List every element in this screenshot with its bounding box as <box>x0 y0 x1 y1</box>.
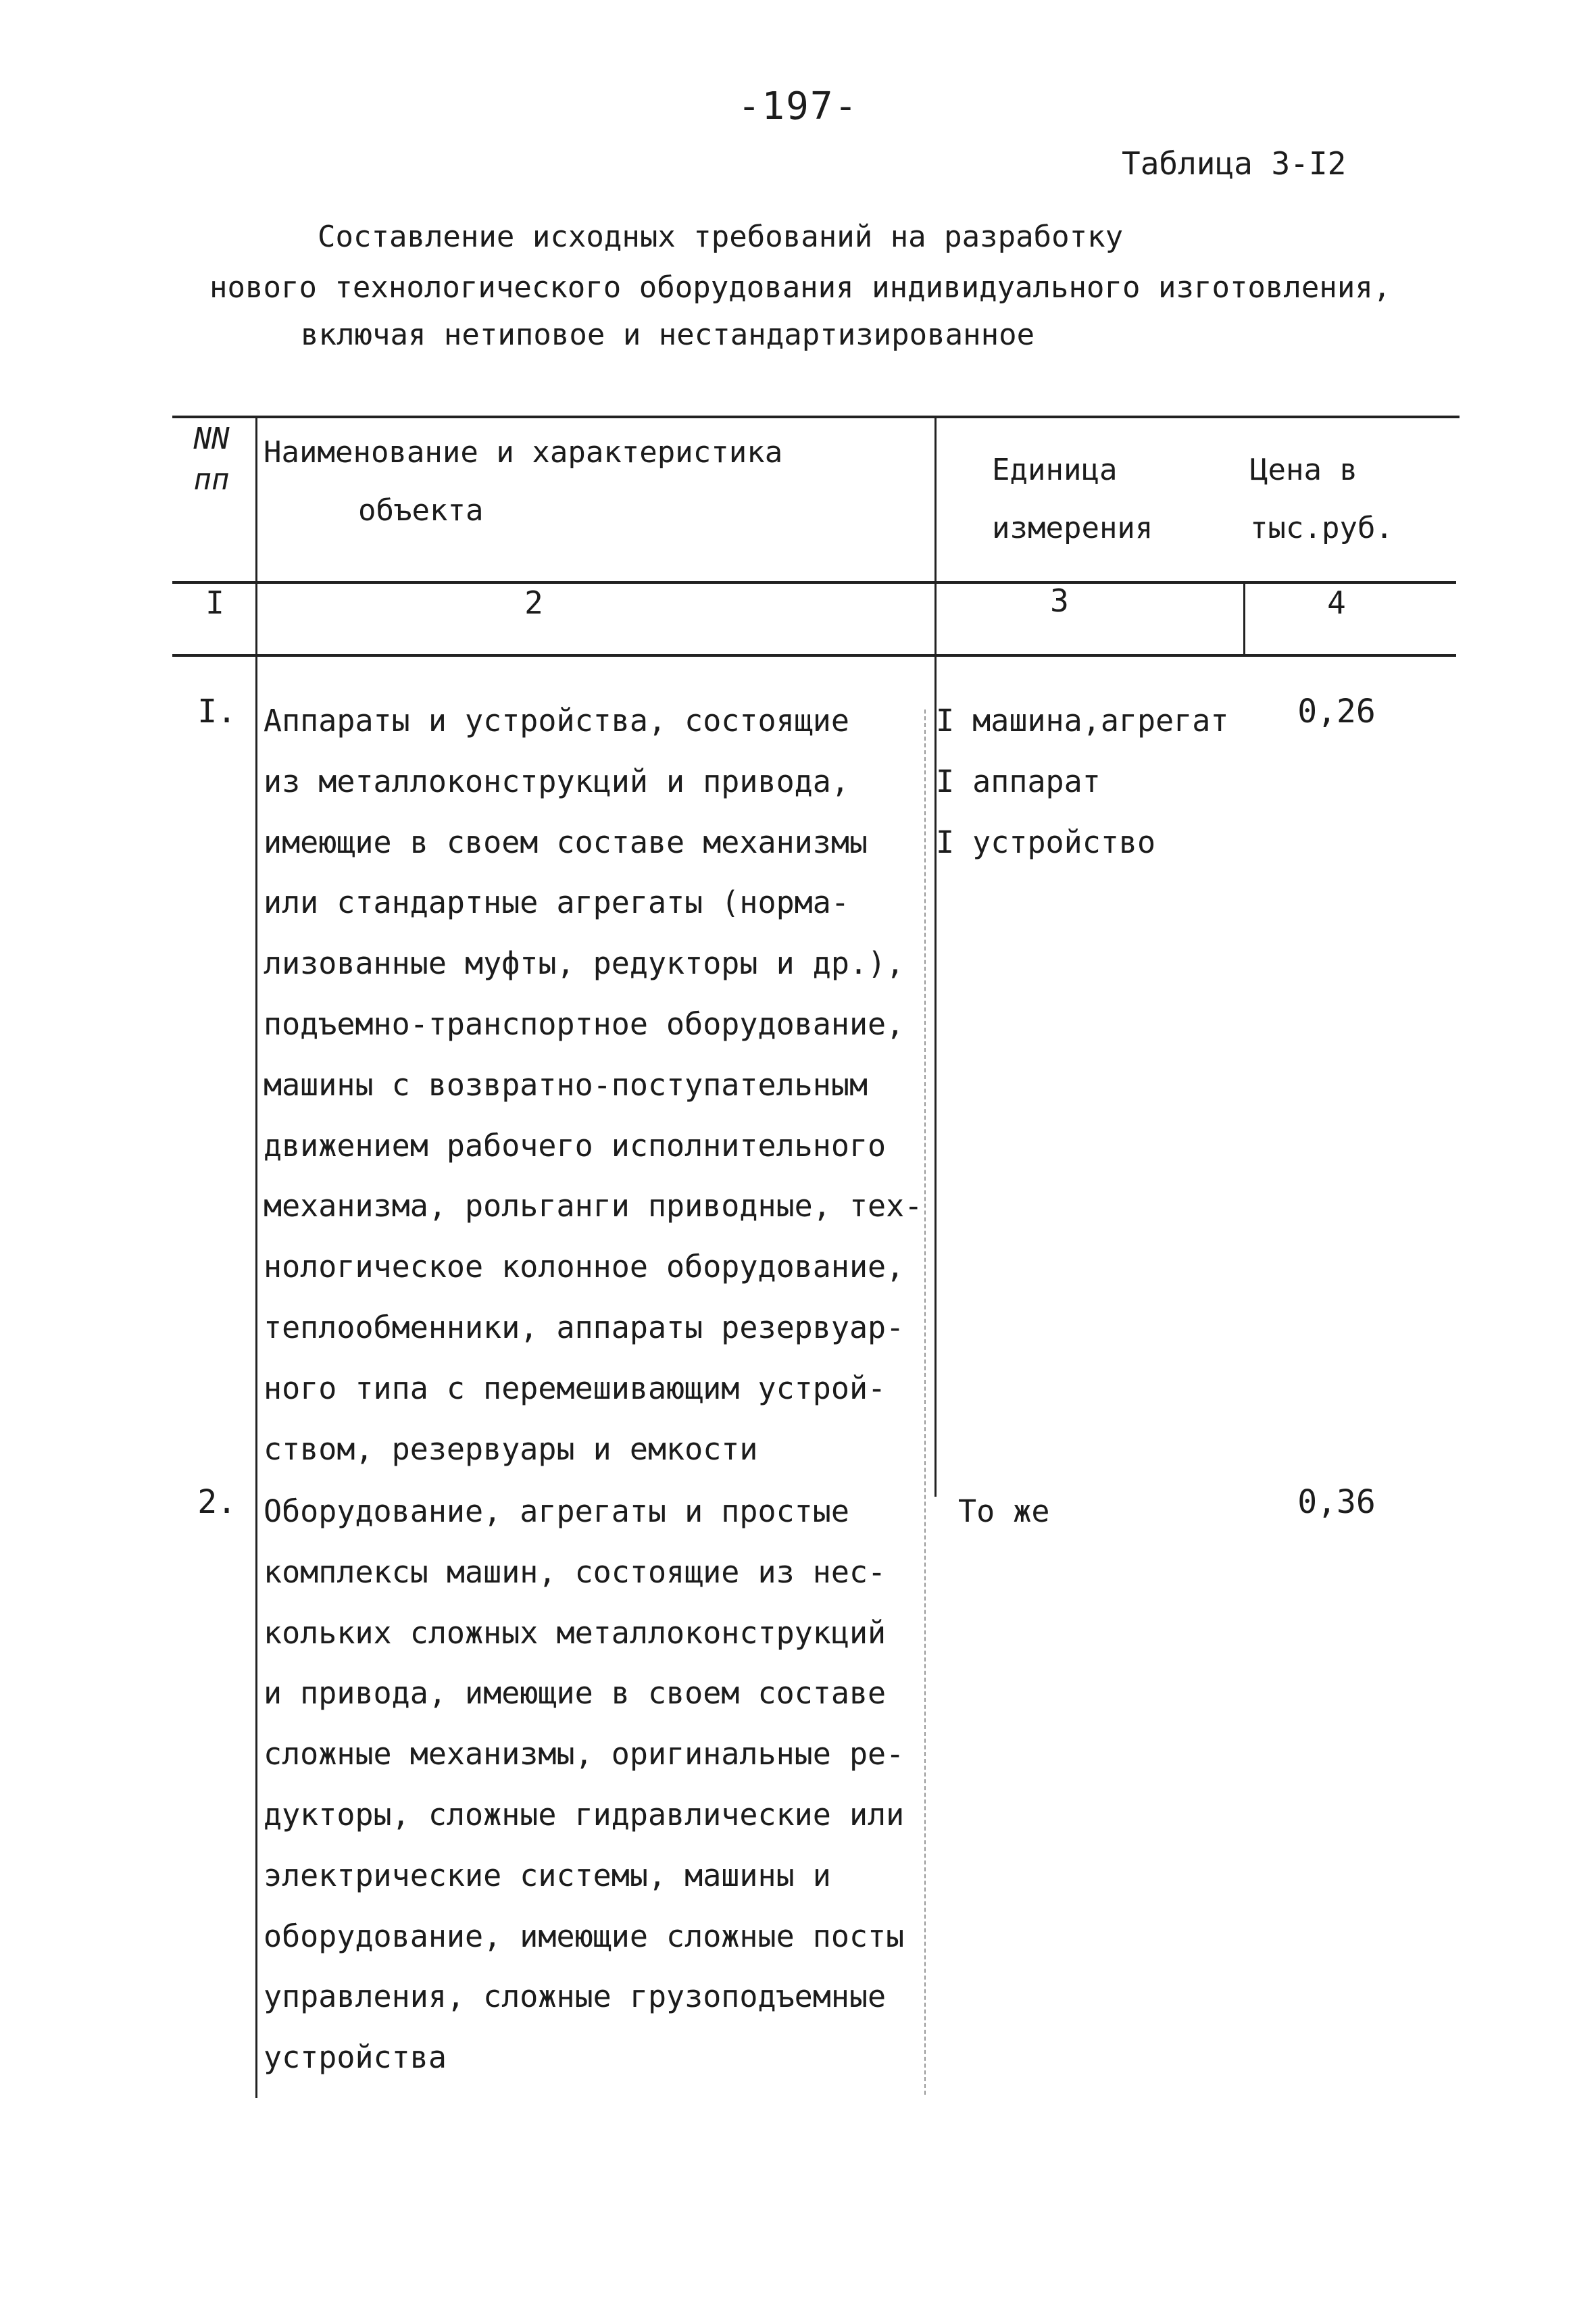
header-name: Наименование и характеристика объекта <box>264 435 783 528</box>
description-line: дукторы, сложные гидравлические или <box>264 1796 905 1833</box>
description-line: электрические системы, машины и <box>264 1857 831 1893</box>
description-line: устройства <box>264 2039 447 2076</box>
description-line: подъемно-транспортное оборудование, <box>264 1005 905 1042</box>
column-number: I <box>205 584 224 621</box>
row-description <box>264 691 939 1479</box>
unit-line: I устройство <box>936 824 1156 860</box>
unit-line: I аппарат <box>936 763 1101 799</box>
row-description <box>264 1481 939 2088</box>
header-unit: Единица измерения <box>992 453 1153 545</box>
description-line: Оборудование, агрегаты и простые <box>264 1493 849 1529</box>
table-label: Таблица 3-I2 <box>1122 145 1347 182</box>
description-line: машины с возвратно-поступательным <box>264 1066 868 1103</box>
row-price: 0,26 <box>1297 693 1376 730</box>
description-line: комплексы машин, состоящие из нес- <box>264 1553 887 1590</box>
description-line: сложные механизмы, оригинальные ре- <box>264 1736 905 1772</box>
column-number-rule <box>172 654 1456 657</box>
page-number: -197- <box>737 84 859 128</box>
description-line: из металлоконструкций и привода, <box>264 763 849 799</box>
column-divider <box>255 416 257 2098</box>
description-line: ного типа с перемешивающим устрой- <box>264 1370 887 1406</box>
description-line: оборудование, имеющие сложные посты <box>264 1918 905 1954</box>
row-unit <box>936 691 1228 872</box>
row-number: I. <box>197 693 236 730</box>
description-line: лизованные муфты, редукторы и др.), <box>264 945 905 982</box>
column-number: 4 <box>1327 584 1346 621</box>
description-line: нологическое колонное оборудование, <box>264 1249 905 1285</box>
caption-line: нового технологического оборудования индивидуального изготовления, <box>209 270 1391 305</box>
description-line: ством, резервуары и емкости <box>264 1430 758 1467</box>
row-price: 0,36 <box>1297 1483 1376 1521</box>
description-line: механизма, рольганги приводные, тех- <box>264 1188 923 1224</box>
description-line: Аппараты и устройства, состоящие <box>264 703 849 739</box>
description-line: управления, сложные грузоподъемные <box>264 1978 887 2015</box>
unit-line: То же <box>958 1493 1050 1529</box>
caption-line: включая нетиповое и нестандартизированное <box>301 318 1035 352</box>
description-line: кольких сложных металлоконструкций <box>264 1614 887 1651</box>
table-top-rule <box>172 416 1460 418</box>
unit-line: I машина,агрегат <box>936 703 1229 739</box>
description-line: движением рабочего исполнительного <box>264 1127 887 1164</box>
description-line: имеющие в своем составе механизмы <box>264 824 868 860</box>
caption-line: Составление исходных требований на разработку <box>318 220 1124 254</box>
column-number: 3 <box>1050 582 1069 619</box>
row-number: 2. <box>197 1483 236 1521</box>
row-unit <box>958 1481 1049 1542</box>
column-number: 2 <box>524 584 543 621</box>
description-line: или стандартные агрегаты (норма- <box>264 885 849 921</box>
header-num: NN пп <box>193 422 230 497</box>
header-bottom-rule <box>172 581 1456 584</box>
description-line: и привода, имеющие в своем составе <box>264 1675 887 1712</box>
description-line: теплообменники, аппараты резервуар- <box>264 1309 905 1345</box>
header-price: Цена в тыс.руб. <box>1250 453 1393 545</box>
